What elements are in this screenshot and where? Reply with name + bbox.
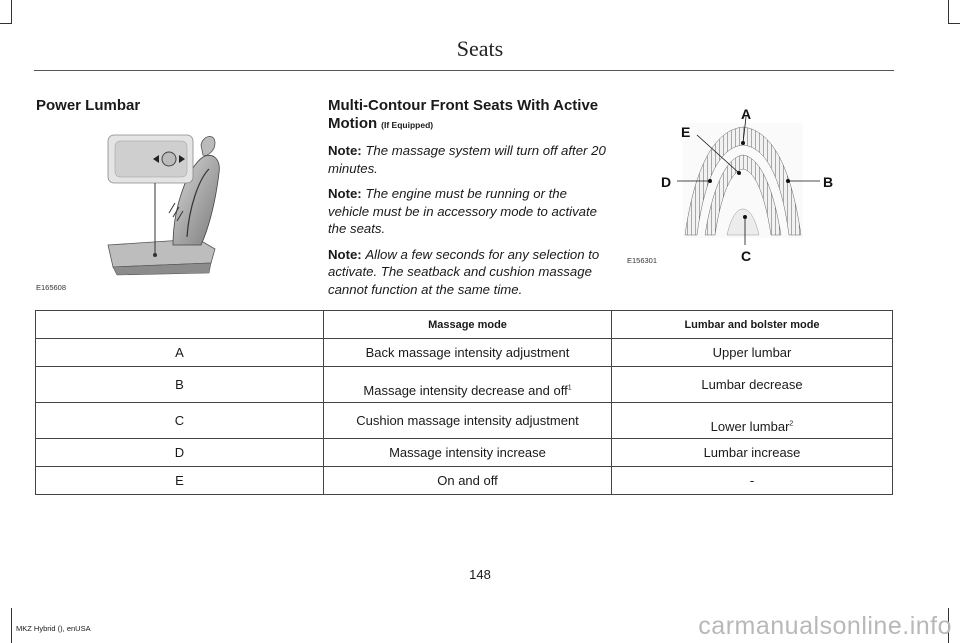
lumbar-mode-text: Lower lumbar: [710, 419, 790, 434]
power-lumbar-seat-illustration: [103, 127, 238, 277]
footnote-ref: 2: [789, 420, 794, 428]
page-number: 148: [469, 567, 491, 582]
crop-mark: [948, 0, 949, 24]
footer-text: MKZ Hybrid (), enUSA: [16, 624, 91, 633]
label-b: B: [823, 174, 834, 190]
massage-mode-cell: On and off: [324, 467, 612, 495]
power-lumbar-heading: Power Lumbar: [36, 97, 141, 114]
note-text: Allow a few seconds for any selection to activate. The seatback and cushion massage cannot function at the same time.: [328, 246, 600, 297]
table-header: Massage mode: [324, 311, 612, 339]
title-divider: [34, 70, 894, 71]
page-title: Seats: [456, 36, 504, 61]
massage-mode-cell: Cushion massage intensity adjustment: [324, 403, 612, 439]
crop-mark: [0, 23, 12, 24]
lumbar-mode-cell: [612, 403, 893, 439]
lumbar-mode-cell: Upper lumbar: [612, 339, 893, 367]
note-item: [328, 246, 608, 299]
massage-mode-text: Massage intensity decrease and off: [363, 383, 568, 398]
label-d: D: [661, 174, 672, 190]
table-header-row: [36, 311, 893, 339]
note-label: Note:: [328, 143, 362, 158]
multi-contour-heading: [328, 97, 608, 134]
note-item: [328, 142, 608, 177]
massage-mode-cell: Back massage intensity adjustment: [324, 339, 612, 367]
footnote-ref: 1: [567, 384, 572, 392]
row-key-text: B: [175, 377, 184, 392]
massage-mode-cell: Massage intensity increase: [324, 439, 612, 467]
table-header: [36, 311, 324, 339]
table-row: [36, 339, 893, 367]
lumbar-mode-cell: Lumbar increase: [612, 439, 893, 467]
massage-mode-cell: [324, 367, 612, 403]
table-row: [36, 467, 893, 495]
crop-mark: [11, 608, 12, 643]
notes-list: [328, 142, 608, 306]
note-label: Note:: [328, 246, 362, 262]
lumbar-mode-cell: -: [612, 467, 893, 495]
row-key: C: [36, 403, 324, 439]
heading-suffix: (If Equipped): [381, 120, 434, 130]
table-row: [36, 403, 893, 439]
label-a: A: [741, 106, 752, 122]
row-key: A: [36, 339, 324, 367]
lumbar-mode-cell: Lumbar decrease: [612, 367, 893, 403]
table-row: [36, 439, 893, 467]
figure-code: E165608: [36, 283, 67, 292]
note-text: The engine must be running or the vehicle must be in accessory mode to activate the seats.: [328, 186, 598, 236]
figure-code: E156301: [627, 256, 658, 265]
row-key: [36, 367, 324, 403]
watermark: carmanualsonline.info: [698, 612, 952, 640]
massage-modes-table: [35, 310, 893, 495]
table-row: [36, 367, 893, 403]
massage-zones-diagram: [655, 105, 834, 267]
row-key: D: [36, 439, 324, 467]
table-header: Lumbar and bolster mode: [612, 311, 893, 339]
multi-contour-heading-text: Multi-Contour Front Seats With Active Motion: [328, 97, 599, 132]
label-e: E: [681, 124, 691, 140]
crop-mark: [948, 23, 960, 24]
note-label: Note:: [328, 186, 362, 201]
lumbar-mode-wrap: [711, 407, 794, 434]
crop-mark: [11, 0, 12, 24]
massage-mode-wrap: [363, 371, 571, 398]
note-text: The massage system will turn off after 20 minutes.: [328, 143, 606, 176]
note-item: [328, 185, 608, 238]
label-c: C: [741, 248, 752, 264]
row-key: E: [36, 467, 324, 495]
